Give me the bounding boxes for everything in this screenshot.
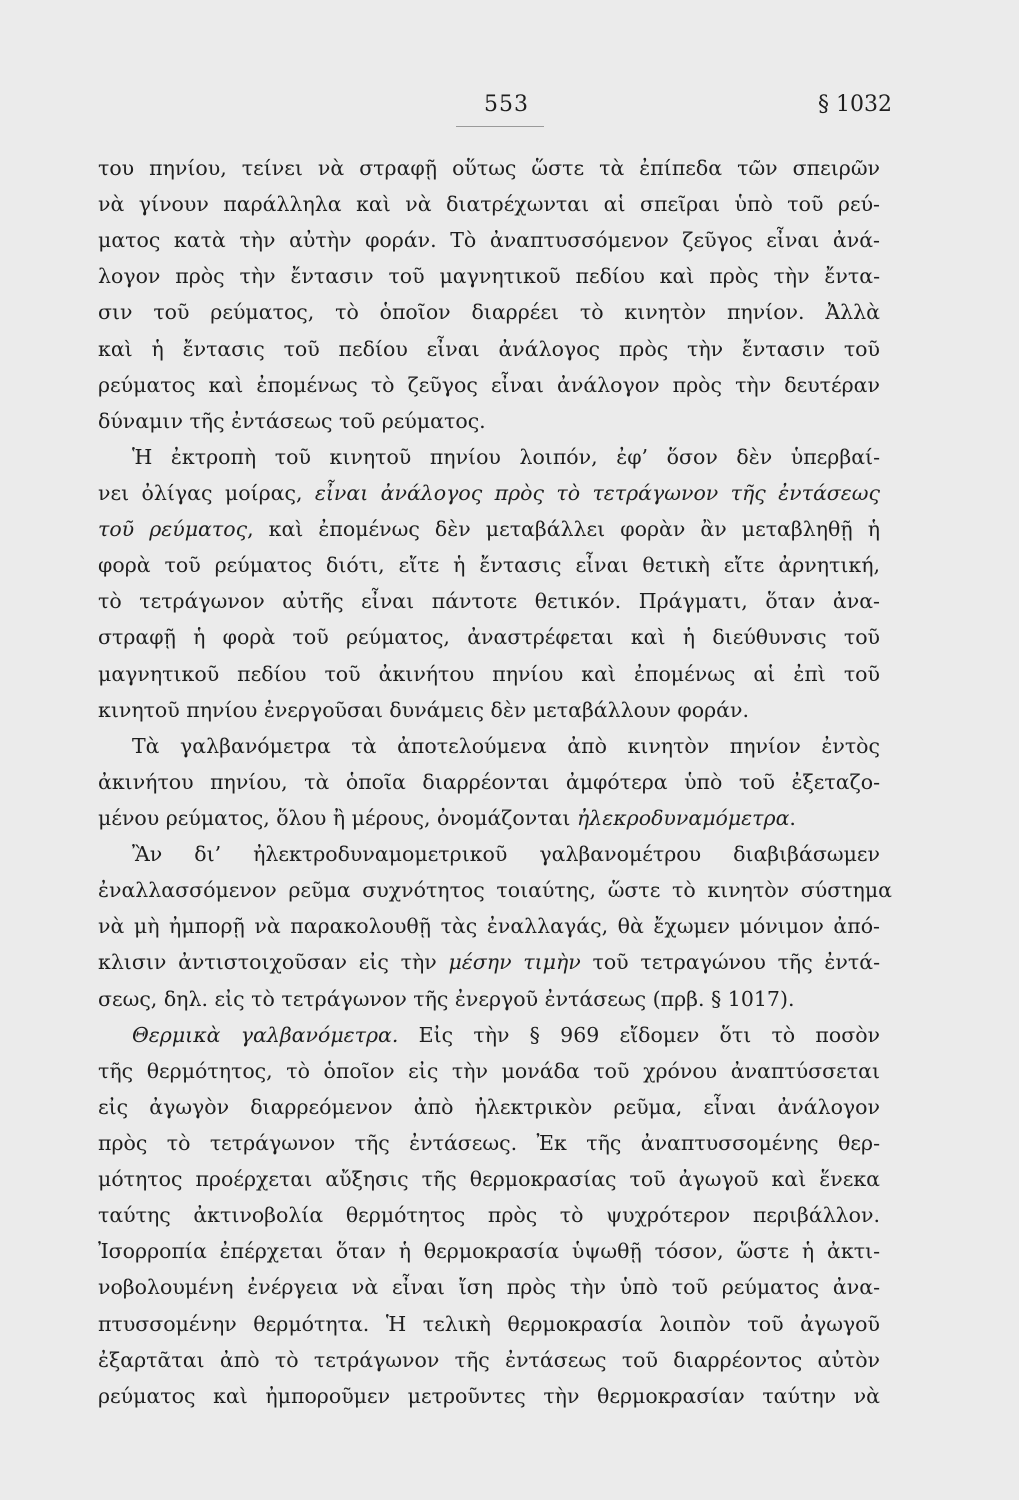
text-line: μότητος προέρχεται αὔξησις τῆς θερμοκρασίας τοῦ ἀγωγοῦ καὶ ἕνεκα: [98, 1167, 880, 1192]
text-line: νει ὀλίγας μοίρας, εἶναι ἀνάλογος πρὸς τὸ τετράγωνον τῆς ἐντάσεως: [98, 480, 881, 505]
text-line: τῆς θερμότητος, τὸ ὁποῖον εἰς τὴν μονάδα τοῦ χρόνου ἀναπτύσσεται: [98, 1058, 880, 1083]
text-line: νοβολουμένη ἐνέργεια νὰ εἶναι ἴση πρὸς τὴν ὑπὸ τοῦ ρεύματος ἀνα-: [98, 1275, 880, 1300]
text-line: σιν τοῦ ρεύματος, τὸ ὁποῖον διαρρέει τὸ κινητὸν πηνίον. Ἀλλὰ: [98, 300, 880, 325]
page-number: 553: [484, 92, 529, 117]
paragraph-start-line: Ἂν δι’ ἠλεκτροδυναμομετρικοῦ γαλβανομέτρου διαβιβάσωμεν: [132, 842, 880, 867]
paragraph-start-line: Ἡ ἐκτροπὴ τοῦ κινητοῦ πηνίου λοιπόν, ἐφ’ ὅσον δὲν ὑπερβαί-: [132, 444, 880, 469]
text-line: ἀκινήτου πηνίου, τὰ ὁποῖα διαρρέονται ἀμφότερα ὑπὸ τοῦ ἐξεταζο-: [98, 769, 880, 794]
text-line: Ἰσορροπία ἐπέρχεται ὅταν ἡ θερμοκρασία ὑψωθῇ τόσον, ὥστε ἡ ἀκτι-: [98, 1239, 880, 1264]
text-line: ταύτης ἀκτινοβολία θερμότητος πρὸς τὸ ψυχρότερον περιβάλλον.: [98, 1203, 880, 1228]
text-line: πτυσσομένην θερμότητα. Ἡ τελικὴ θερμοκρασία λοιπὸν τοῦ ἀγωγοῦ: [98, 1311, 880, 1336]
paragraph-start-line: Τὰ γαλβανόμετρα τὰ ἀποτελούμενα ἀπὸ κινητὸν πηνίον ἐντὸς: [132, 733, 880, 758]
paragraph-end-line: κινητοῦ πηνίου ἐνεργοῦσαι δυνάμεις δὲν μεταβάλλουν φοράν.: [98, 697, 749, 722]
running-head: [0, 92, 1019, 122]
text-line: τὸ τετράγωνον αὐτῆς εἶναι πάντοτε θετικόν. Πράγματι, ὅταν ἀνα-: [98, 589, 880, 614]
text-line: νὰ γίνουν παράλληλα καὶ νὰ διατρέχωνται αἱ σπεῖραι ὑπὸ τοῦ ρεύ-: [98, 192, 880, 217]
term-electrodynamometers: ἠλεκροδυναμόμετρα: [576, 805, 790, 830]
section-heading-thermal-galvanometers: Θερμικὰ γαλβανόμετρα.: [132, 1022, 399, 1047]
text-line: στραφῇ ἡ φορὰ τοῦ ρεύματος, ἀναστρέφεται καὶ ἡ διεύθυνσις τοῦ: [98, 625, 880, 650]
header-rule: [456, 126, 544, 127]
text-line: ρεύματος καὶ ἠμποροῦμεν μετροῦντες τὴν θερμοκρασίαν ταύτην νὰ: [98, 1383, 880, 1408]
term-mean-value: μέσην τιμὴν: [448, 950, 581, 975]
text-line: τοῦ ρεύματος, καὶ ἐπομένως δὲν μεταβάλλει φορὰν ἂν μεταβληθῇ ἡ: [98, 517, 880, 542]
text-line: πρὸς τὸ τετράγωνον τῆς ἐντάσεως. Ἐκ τῆς ἀναπτυσσομένης θερ-: [98, 1130, 880, 1155]
text-line: εἰς ἀγωγὸν διαρρεόμενον ἀπὸ ἠλεκτρικὸν ρεῦμα, εἶναι ἀνάλογον: [98, 1094, 880, 1119]
text-line: ρεύματος καὶ ἐπομένως τὸ ζεῦγος εἶναι ἀνάλογον πρὸς τὴν δευτέραν: [98, 372, 880, 397]
text-line: νὰ μὴ ἠμπορῇ νὰ παρακολουθῇ τὰς ἐναλλαγάς, θὰ ἔχωμεν μόνιμον ἀπό-: [98, 914, 880, 939]
text-line: ἐξαρτᾶται ἀπὸ τὸ τετράγωνον τῆς ἐντάσεως τοῦ διαρρέοντος αὐτὸν: [98, 1347, 880, 1372]
text-line: καὶ ἡ ἔντασις τοῦ πεδίου εἶναι ἀνάλογος πρὸς τὴν ἔντασιν τοῦ: [98, 336, 880, 361]
emphasis-text: εἶναι ἀνάλογος πρὸς τὸ τετράγωνον τῆς ἐντάσεως: [314, 480, 881, 505]
text-line: κλισιν ἀντιστοιχοῦσαν εἰς τὴν μέσην τιμὴν τοῦ τετραγώνου τῆς ἐντά-: [98, 950, 880, 975]
text-line: φορὰ τοῦ ρεύματος διότι, εἴτε ἡ ἔντασις εἶναι θετικὴ εἴτε ἀρνητική,: [98, 553, 880, 578]
text-line: ματος κατὰ τὴν αὐτὴν φοράν. Τὸ ἀναπτυσσόμενον ζεῦγος εἶναι ἀνά-: [98, 228, 880, 253]
section-reference: § 1032: [818, 92, 892, 117]
text-line: του πηνίου, τείνει νὰ στραφῇ οὕτως ὥστε τὰ ἐπίπεδα τῶν σπειρῶν: [98, 156, 880, 180]
text-line: λογον πρὸς τὴν ἔντασιν τοῦ μαγνητικοῦ πεδίου καὶ πρὸς τὴν ἔντα-: [98, 264, 880, 289]
text-line: μαγνητικοῦ πεδίου τοῦ ἀκινήτου πηνίου καὶ ἐπομένως αἱ ἐπὶ τοῦ: [98, 661, 880, 686]
paragraph-end-line: μένου ρεύματος, ὅλου ἢ μέρους, ὀνομάζονται ἠλεκροδυναμόμετρα.: [98, 805, 796, 830]
paragraph-start-line: Θερμικὰ γαλβανόμετρα. Εἰς τὴν § 969 εἴδομεν ὅτι τὸ ποσὸν: [132, 1022, 880, 1047]
text-line: ἐναλλασσόμενον ρεῦμα συχνότητος τοιαύτης, ὥστε τὸ κινητὸν σύστημα: [98, 878, 892, 903]
body-text: [98, 150, 892, 1414]
paragraph-end-line: δύναμιν τῆς ἐντάσεως τοῦ ρεύματος.: [98, 408, 486, 433]
paragraph-end-line: σεως, δηλ. εἰς τὸ τετράγωνον τῆς ἐνεργοῦ ἐντάσεως (πρβ. § 1017).: [98, 986, 795, 1011]
emphasis-text: τοῦ ρεύματος: [98, 517, 248, 542]
